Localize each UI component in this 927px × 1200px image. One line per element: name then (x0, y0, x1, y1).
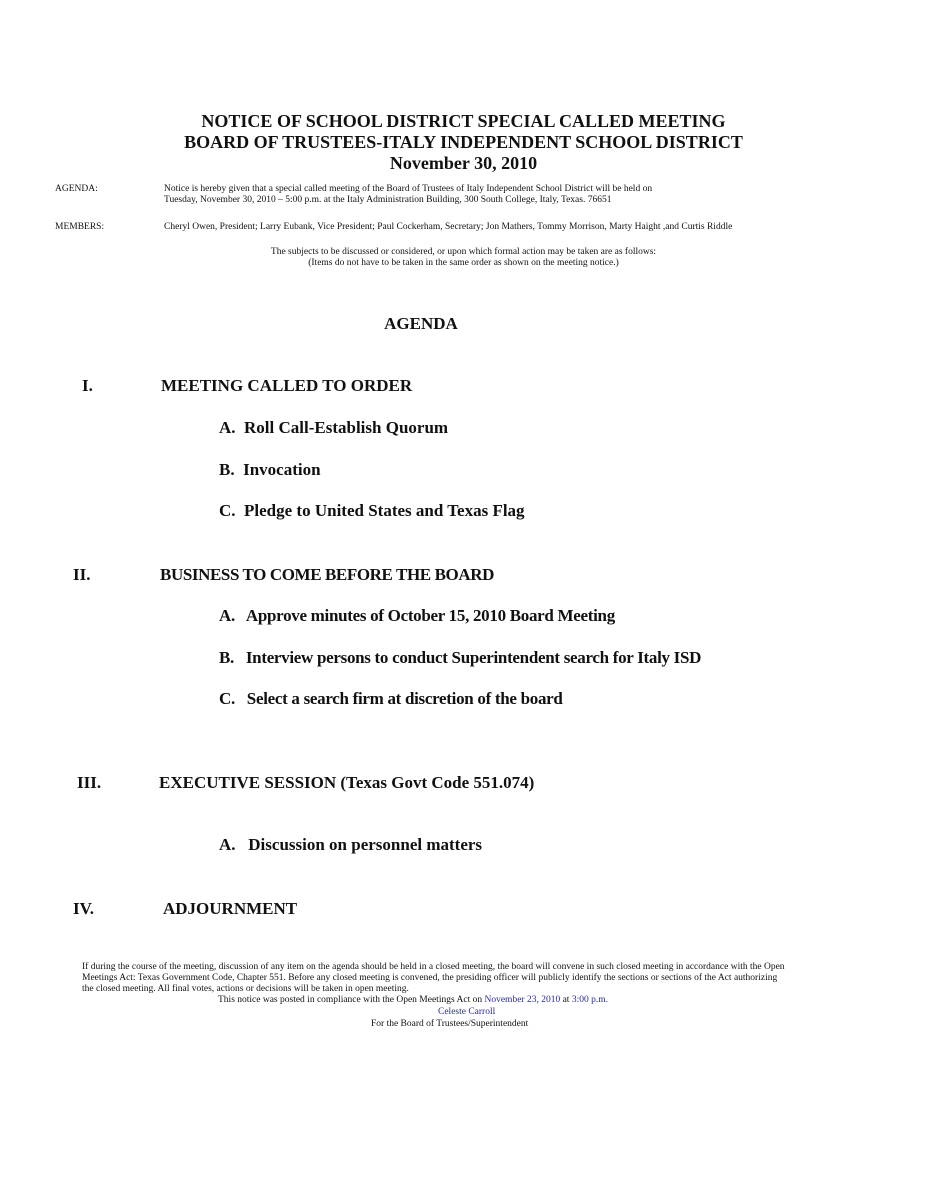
section-number: III. (77, 773, 102, 792)
agenda-notice-line-1: Notice is hereby given that a special called meeting of the Board of Trustees of Italy Independent School District will be held on (164, 184, 653, 194)
agenda-heading: AGENDA (384, 314, 458, 333)
members-label: MEMBERS: (55, 222, 105, 232)
posted-prefix: This notice was posted in compliance with the Open Meetings Act on (218, 995, 485, 1005)
item-letter: B. (219, 460, 235, 479)
item-text: Invocation (243, 460, 321, 479)
item-letter: A. (219, 418, 236, 437)
agenda-item (219, 606, 615, 626)
closed-meeting-line-1: If during the course of the meeting, discussion of any item on the agenda should be held in a closed meeting, the board will convene in such closed meeting in accordance with the Open (82, 962, 785, 972)
posted-time: 3:00 p.m. (571, 995, 608, 1005)
agenda-item (219, 460, 321, 480)
posted-date: November 23, 2010 (484, 995, 561, 1005)
closed-meeting-line-2: Meetings Act: Texas Government Code, Chapter 551. Before any closed meeting is convened, the presiding officer will publicly identify the sections or sections of the Act authorizing (82, 973, 778, 983)
item-text: Interview persons to conduct Superintendent search for Italy ISD (245, 648, 702, 667)
agenda-item (219, 648, 701, 668)
item-text: Select a search firm at discretion of the board (246, 689, 563, 708)
item-letter: C. (219, 689, 235, 708)
title-line-2: BOARD OF TRUSTEES-ITALY INDEPENDENT SCHOOL DISTRICT (184, 132, 743, 152)
item-text: Approve minutes of October 15, 2010 Board Meeting (245, 606, 615, 625)
item-letter: A. (219, 835, 236, 854)
agenda-item (219, 501, 525, 521)
agenda-label: AGENDA: (55, 184, 98, 194)
section-title: EXECUTIVE SESSION (Texas Govt Code 551.074) (159, 773, 535, 792)
section-number: II. (73, 565, 91, 584)
section-number: I. (82, 376, 93, 395)
item-letter: A. (219, 606, 235, 625)
posted-notice (218, 995, 608, 1006)
section-number: IV. (73, 899, 94, 918)
title-line-1: NOTICE OF SCHOOL DISTRICT SPECIAL CALLED MEETING (201, 111, 726, 131)
agenda-notice-line-2: Tuesday, November 30, 2010 – 5:00 p.m. at the Italy Administration Building, 300 South College, Italy, Texas. 76651 (164, 195, 612, 205)
item-text: Discussion on personnel matters (248, 835, 483, 854)
members-list: Cheryl Owen, President; Larry Eubank, Vice President; Paul Cockerham, Secretary; Jon Mathers, Tommy Morrison, Marty Haight ,and Curtis Riddle (164, 222, 733, 232)
item-text: Pledge to United States and Texas Flag (244, 501, 525, 520)
item-letter: C. (219, 501, 236, 520)
section-title: MEETING CALLED TO ORDER (161, 376, 413, 395)
agenda-item (219, 418, 448, 438)
item-text: Roll Call-Establish Quorum (244, 418, 449, 437)
closed-meeting-line-3: the closed meeting. All final votes, actions or decisions will be taken in open meeting. (82, 984, 409, 994)
meeting-date: November 30, 2010 (389, 153, 538, 173)
section-title: BUSINESS TO COME BEFORE THE BOARD (160, 565, 494, 584)
agenda-item (219, 689, 563, 709)
section-title: ADJOURNMENT (163, 899, 298, 918)
signer-title: For the Board of Trustees/Superintendent (371, 1019, 529, 1029)
subjects-line-1: The subjects to be discussed or considered, or upon which formal action may be taken are as follows: (270, 247, 657, 257)
agenda-item (219, 835, 482, 855)
item-letter: B. (219, 648, 234, 667)
signer-name: Celeste Carroll (438, 1007, 496, 1017)
posted-at: at (560, 995, 572, 1005)
subjects-line-2: (Items do not have to be taken in the same order as shown on the meeting notice.) (308, 258, 619, 268)
